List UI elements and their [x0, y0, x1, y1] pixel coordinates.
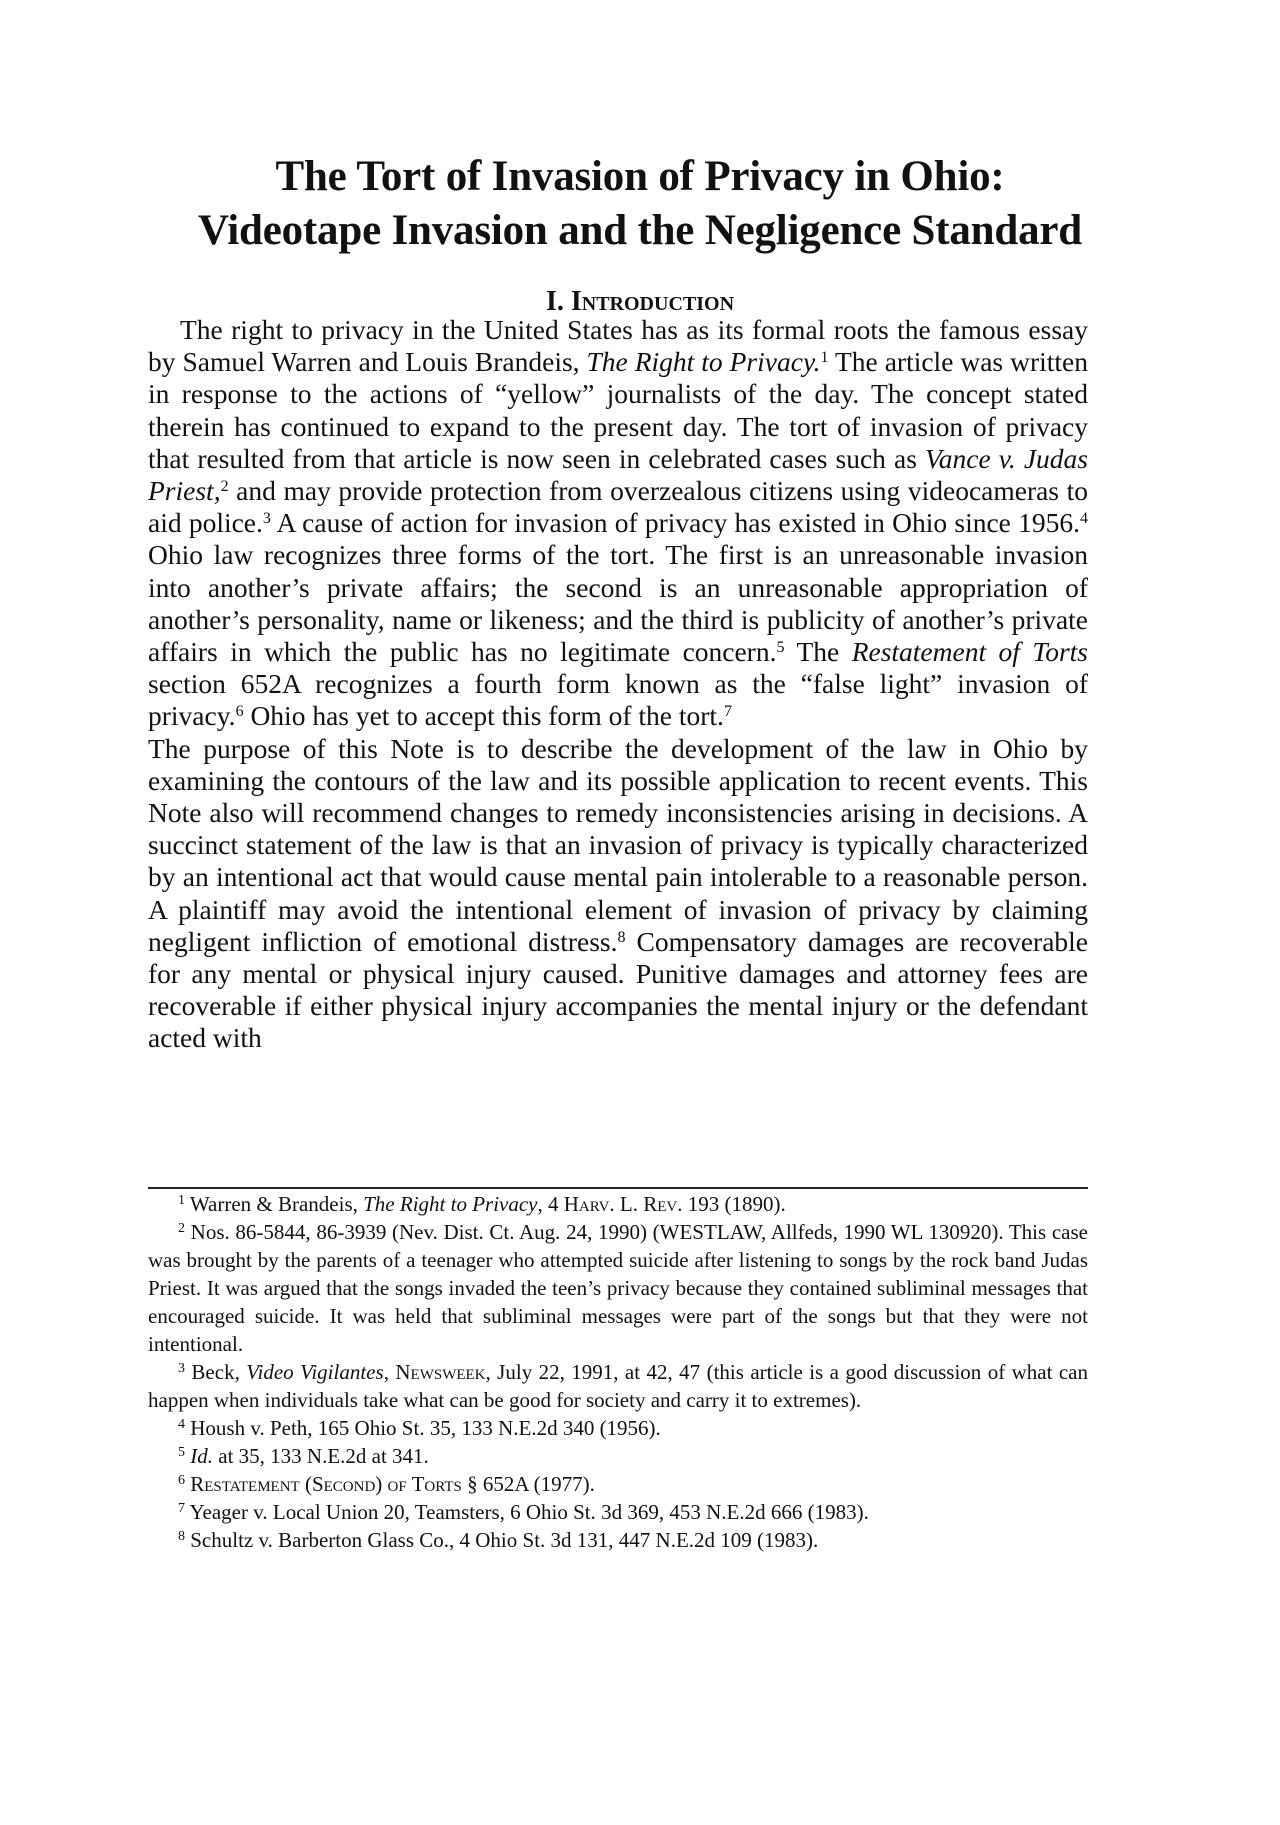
footnote-ref-7[interactable]: 7 — [723, 703, 732, 721]
footnote-6-text-b: § 652A (1977). — [461, 1472, 595, 1496]
body-text — [148, 314, 1088, 1055]
footnote-3-journal: Newsweek — [395, 1360, 486, 1384]
footnote-3-number: 3 — [178, 1361, 185, 1376]
p1-restatement: Restatement of Torts — [851, 636, 1088, 668]
footnote-4-text: Housh v. Peth, 165 Ohio St. 35, 133 N.E.2d 340 (1956). — [185, 1416, 661, 1440]
footnote-7-number: 7 — [178, 1501, 185, 1516]
footnote-ref-5[interactable]: 5 — [776, 639, 785, 657]
footnote-6-number: 6 — [178, 1473, 185, 1488]
footnote-7-text: Yeager v. Local Union 20, Teamsters, 6 Ohio St. 3d 369, 453 N.E.2d 666 (1983). — [185, 1500, 869, 1524]
p1-text-f: The — [784, 636, 852, 668]
footnote-5 — [148, 1442, 1088, 1470]
footnote-3-title: Video Vigilantes — [246, 1360, 384, 1384]
title-line-2: Videotape Invasion and the Negligence Standard — [198, 207, 1082, 254]
p1-text-e: Ohio law recognizes three forms of the tort. The first is an unreasonable invasion into another’s private affairs; the second is an unreasonable appropriation of another’s personality, name or likeness; and the third is publicity of another’s private affairs in which the public has no legitimate concern. — [148, 539, 1088, 668]
footnote-5-number: 5 — [178, 1445, 185, 1460]
footnote-ref-4[interactable]: 4 — [1080, 510, 1088, 528]
section-numeral: I. — [545, 286, 564, 317]
p2-text-b: Compensatory damages are recoverable for any mental or physical injury caused. Punitive damages and attorney fees are recoverable if either physical injury accompanies the mental injury or the defendant acted with — [148, 925, 1088, 1054]
footnote-7 — [148, 1498, 1088, 1526]
footnote-1-text-c: 193 (1890). — [682, 1192, 786, 1216]
p1-text-h: Ohio has yet to accept this form of the tort. — [243, 700, 724, 732]
footnote-1-text-a: Warren & Brandeis, — [185, 1192, 364, 1216]
footnote-8-text: Schultz v. Barberton Glass Co., 4 Ohio St. 3d 131, 447 N.E.2d 109 (1983). — [185, 1528, 819, 1552]
paragraph-1 — [148, 314, 1088, 733]
footnote-1 — [148, 1190, 1088, 1218]
footnote-4 — [148, 1414, 1088, 1442]
footnote-8-number: 8 — [178, 1529, 185, 1544]
footnote-6 — [148, 1470, 1088, 1498]
footnote-ref-8[interactable]: 8 — [617, 928, 626, 946]
footnote-2 — [148, 1218, 1088, 1358]
footnote-1-text-b: , 4 — [537, 1192, 564, 1216]
p1-essay-title: The Right to Privacy. — [586, 346, 821, 378]
footnote-5-text: at 35, 133 N.E.2d at 341. — [213, 1444, 429, 1468]
footnote-3-text-b: , — [383, 1360, 396, 1384]
footnote-divider — [148, 1187, 1088, 1189]
title-line-1: The Tort of Invasion of Privacy in Ohio: — [275, 153, 1005, 200]
p1-text-a: The right to privacy in the United States has as its formal roots the famous essay by Samuel Warren and Louis Brandeis, — [148, 314, 1088, 378]
footnote-1-number: 1 — [178, 1193, 185, 1208]
footnote-1-title: The Right to Privacy — [363, 1192, 538, 1216]
footnote-3-text-c: , July 22, 1991, at 42, 47 (this article is a good discussion of what can happen when individuals take what can be good for society and carry it to extremes). — [148, 1360, 1089, 1412]
p1-text-d: A cause of action for invasion of privacy has existed in Ohio since 1956. — [270, 507, 1080, 539]
footnote-ref-1[interactable]: 1 — [820, 349, 829, 367]
footnote-6-restatement: Restatement (Second) of Torts — [190, 1472, 462, 1496]
footnote-2-number: 2 — [178, 1221, 185, 1236]
p1-text-c: and may provide protection from overzealous citizens using videocameras to aid police. — [148, 475, 1088, 539]
article-title — [60, 150, 1220, 258]
footnote-ref-6[interactable]: 6 — [235, 703, 244, 721]
footnote-ref-3[interactable]: 3 — [262, 510, 271, 528]
footnote-3-text-a: Beck, — [185, 1360, 247, 1384]
p1-case-name: Vance v. Judas Priest, — [148, 442, 1089, 507]
section-title: Introduction — [570, 286, 735, 317]
p1-text-b: The article was written in response to the actions of “yellow” journalists of the day. The concept stated therein has continued to expand to the present day. The tort of invasion of privacy that resulted from that article is now seen in celebrated cases such as — [148, 346, 1089, 474]
footnote-8 — [148, 1526, 1088, 1554]
p2-text-a: The purpose of this Note is to describe the development of the law in Ohio by examining the contours of the law and its possible application to recent events. This Note also will recommend changes to remedy inconsistencies arising in decisions. A succinct statement of the law is that an invasion of privacy is typically characterized by an intentional act that would cause mental pain intolerable to a reasonable person. A plaintiff may avoid the intentional element of invasion of privacy by claiming negligent infliction of emotional distress. — [148, 732, 1088, 957]
footnote-1-journal: Harv. L. Rev. — [563, 1192, 683, 1216]
footnote-5-id: Id. — [185, 1444, 213, 1468]
footnotes — [148, 1190, 1088, 1554]
footnote-ref-2[interactable]: 2 — [220, 478, 229, 496]
footnote-4-number: 4 — [178, 1417, 185, 1432]
footnote-3 — [148, 1358, 1088, 1414]
p1-text-g: section 652A recognizes a fourth form known as the “false light” invasion of privacy. — [148, 668, 1088, 732]
footnote-2-text: Nos. 86-5844, 86-3939 (Nev. Dist. Ct. Aug. 24, 1990) (WESTLAW, Allfeds, 1990 WL 130920). This case was brought by the parents of a teenager who attempted suicide after listening to songs by the rock band Judas Priest. It was argued that the songs invaded the teen’s privacy because they contained subliminal messages that encouraged suicide. It was held that subliminal messages were part of the songs but that they were not intentional. — [148, 1220, 1088, 1356]
paragraph-2 — [148, 733, 1088, 1055]
